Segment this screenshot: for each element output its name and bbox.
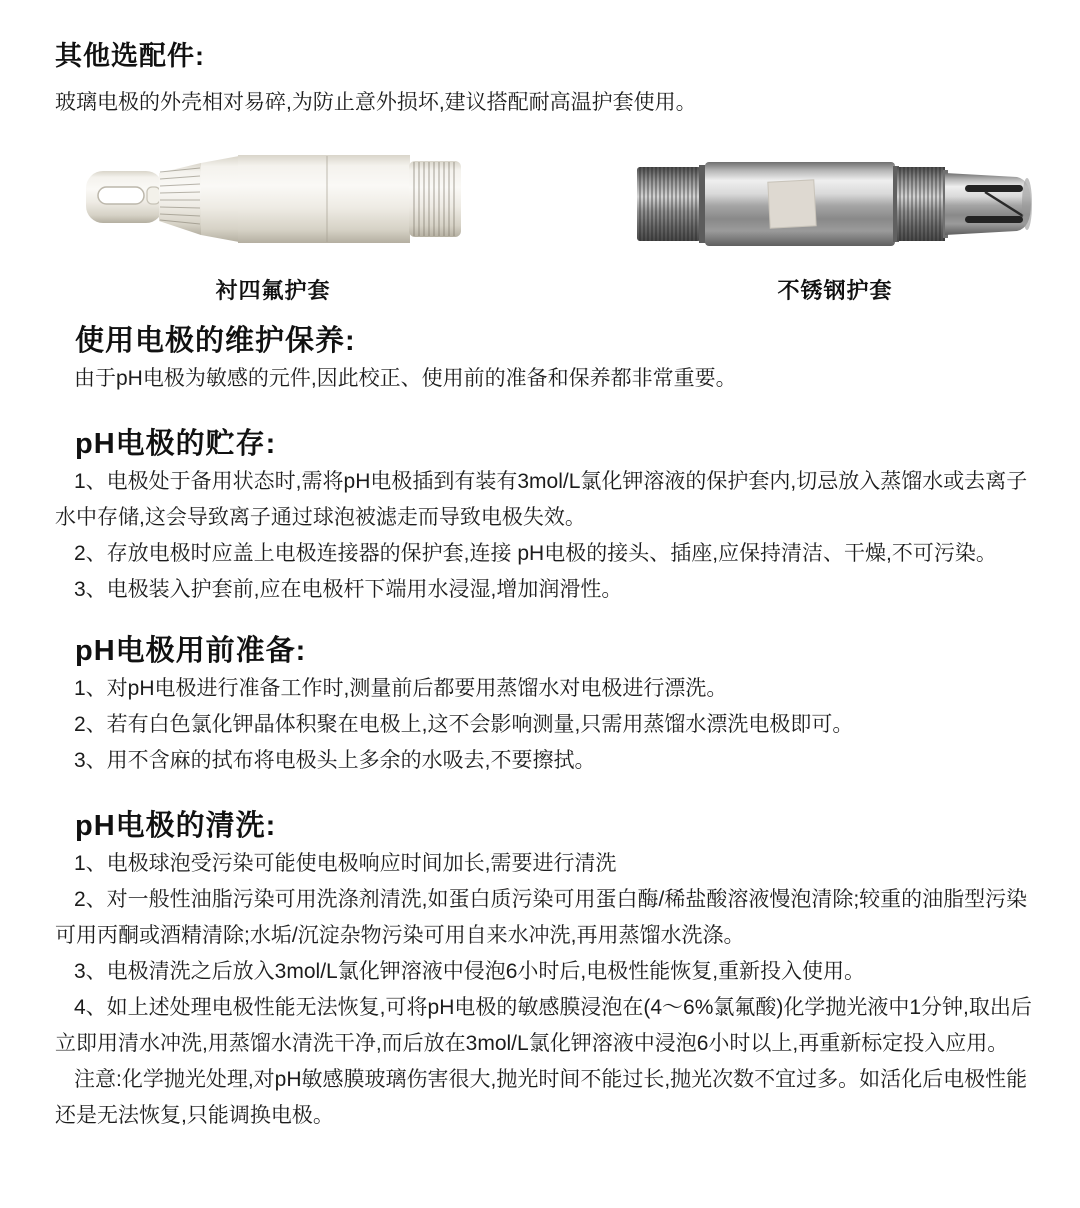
section-cleaning: [55, 806, 1035, 1134]
ptfe-sleeve-figure: [79, 145, 467, 305]
storage-item-2: 2、存放电极时应盖上电极连接器的保护套,连接 pH电极的接头、插座,应保持清洁、干燥,不可污染。: [74, 542, 997, 565]
preparation-heading: pH电极用前准备:: [75, 635, 307, 667]
ptfe-sleeve-photo: [81, 145, 466, 263]
maintenance-text: 由于pH电极为敏感的元件,因此校正、使用前的准备和保养都非常重要。: [74, 367, 737, 390]
ptfe-sleeve-caption: 衬四氟护套: [215, 278, 331, 303]
maintenance-heading: 使用电极的维护保养:: [75, 325, 356, 357]
section-maintenance: [55, 321, 1035, 397]
accessory-images-row: [55, 145, 1035, 305]
page-title: 其他选配件:: [55, 41, 205, 71]
cleaning-item-2: 2、对一般性油脂污染可用洗涤剂清洗,如蛋白质污染可用蛋白酶/稀盐酸溶液慢泡清除;较重的油脂型污染可用丙酮或酒精清除;水垢/沉淀杂物污染可用自来水冲洗,再用蒸馏水洗涤。: [55, 888, 1028, 947]
preparation-item-1: 1、对pH电极进行准备工作时,测量前后都要用蒸馏水对电极进行漂洗。: [74, 677, 728, 700]
cleaning-item-3: 3、电极清洗之后放入3mol/L氯化钾溶液中侵泡6小时后,电极性能恢复,重新投入使用。: [74, 960, 866, 983]
preparation-item-2: 2、若有白色氯化钾晶体积聚在电极上,这不会影响测量,只需用蒸馏水漂洗电极即可。: [74, 713, 854, 736]
cleaning-heading: pH电极的清洗:: [75, 810, 277, 842]
cleaning-item-4: 4、如上述处理电极性能无法恢复,可将pH电极的敏感膜浸泡在(4〜6%氯氟酸)化学抛光液中1分钟,取出后立即用清水冲洗,用蒸馏水清洗干净,而后放在3mol/L氯化钾溶液中浸泡6小时以上,再重新标定投入应用。: [55, 996, 1032, 1055]
storage-item-1: 1、电极处于备用状态时,需将pH电极插到有装有3mol/L氯化钾溶液的保护套内,切忌放入蒸馏水或去离子水中存储,这会导致离子通过球泡被滤走而导致电极失效。: [55, 470, 1028, 529]
stainless-sleeve-figure: [635, 145, 1035, 305]
section-preparation: [55, 631, 1035, 779]
storage-heading: pH电极的贮存:: [75, 428, 277, 460]
stainless-sleeve-caption: 不锈钢护套: [777, 278, 893, 303]
cleaning-item-1: 1、电极球泡受污染可能使电极响应时间加长,需要进行清洗: [74, 852, 617, 875]
storage-item-3: 3、电极装入护套前,应在电极杆下端用水浸湿,增加润滑性。: [74, 578, 623, 601]
cleaning-note: 注意:化学抛光处理,对pH敏感膜玻璃伤害很大,抛光时间不能过长,抛光次数不宜过多。如活化后电极性能还是无法恢复,只能调换电极。: [55, 1068, 1028, 1127]
intro-text: 玻璃电极的外壳相对易碎,为防止意外损坏,建议搭配耐高温护套使用。: [55, 91, 697, 114]
stainless-steel-sleeve-photo: [635, 145, 1035, 263]
preparation-item-3: 3、用不含麻的拭布将电极头上多余的水吸去,不要擦拭。: [74, 749, 596, 772]
section-storage: [55, 424, 1035, 608]
